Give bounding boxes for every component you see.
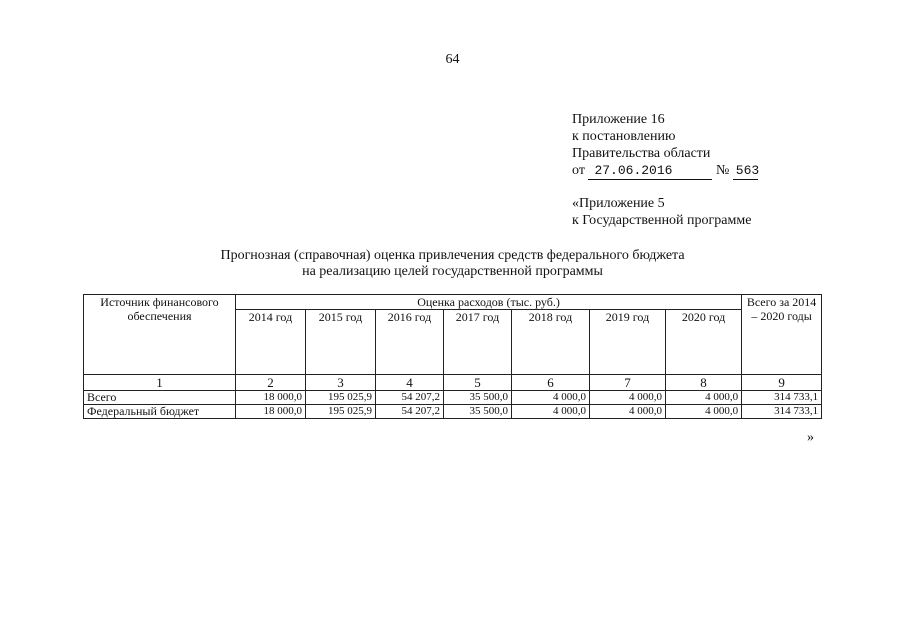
column-number: 6 <box>512 375 590 391</box>
table-cell: 314 733,1 <box>742 405 822 419</box>
table-cell: 4 000,0 <box>590 405 666 419</box>
document-title-line2: на реализацию целей государственной программы <box>302 264 603 279</box>
program-appendix-subtitle: к Государственной программе <box>572 213 752 228</box>
year-header: 2019 год <box>590 310 666 375</box>
estimate-header: Оценка расходов (тыс. руб.) <box>236 295 742 310</box>
appendix-block <box>572 111 758 180</box>
table-cell: 4 000,0 <box>512 405 590 419</box>
year-header: 2015 год <box>306 310 376 375</box>
from-label: от <box>572 163 585 178</box>
column-number: 1 <box>84 375 236 391</box>
resolution-number: 563 <box>733 162 758 180</box>
column-number: 4 <box>376 375 444 391</box>
year-header: 2016 год <box>376 310 444 375</box>
table-cell: 35 500,0 <box>444 405 512 419</box>
table-cell: 4 000,0 <box>666 391 742 405</box>
table-cell: 18 000,0 <box>236 391 306 405</box>
column-number: 5 <box>444 375 512 391</box>
appendix-title: Приложение 16 <box>572 112 665 127</box>
column-number: 9 <box>742 375 822 391</box>
table-cell: 35 500,0 <box>444 391 512 405</box>
table-cell: 54 207,2 <box>376 405 444 419</box>
year-header: 2020 год <box>666 310 742 375</box>
column-number: 7 <box>590 375 666 391</box>
year-header: 2017 год <box>444 310 512 375</box>
column-number-row <box>84 375 822 391</box>
document-title-line1: Прогнозная (справочная) оценка привлечения средств федерального бюджета <box>220 248 685 263</box>
closing-quote: » <box>807 430 814 445</box>
source-header: Источник финансового обеспечения <box>84 295 236 375</box>
table-cell: 195 025,9 <box>306 391 376 405</box>
program-appendix-title: «Приложение 5 <box>572 196 665 211</box>
page-number: 64 <box>445 52 460 67</box>
year-header: 2018 год <box>512 310 590 375</box>
column-number: 3 <box>306 375 376 391</box>
column-number: 8 <box>666 375 742 391</box>
resolution-date: 27.06.2016 <box>588 162 712 180</box>
column-number: 2 <box>236 375 306 391</box>
table-row-total <box>84 391 822 405</box>
appendix-date-line <box>572 162 758 180</box>
table-cell: 314 733,1 <box>742 391 822 405</box>
table-cell: 54 207,2 <box>376 391 444 405</box>
document-title <box>0 248 905 280</box>
table-header-row <box>84 295 822 310</box>
table-cell: 195 025,9 <box>306 405 376 419</box>
row-label: Федеральный бюджет <box>84 405 236 419</box>
total-header: Всего за 2014 – 2020 годы <box>742 295 822 375</box>
program-appendix-block <box>572 195 751 229</box>
budget-table <box>83 294 822 419</box>
table-row-federal <box>84 405 822 419</box>
table-cell: 4 000,0 <box>666 405 742 419</box>
year-header: 2014 год <box>236 310 306 375</box>
appendix-government-line: Правительства области <box>572 146 711 161</box>
table-cell: 4 000,0 <box>590 391 666 405</box>
appendix-resolution-line: к постановлению <box>572 129 676 144</box>
table-cell: 18 000,0 <box>236 405 306 419</box>
number-label: № <box>715 163 730 178</box>
table-cell: 4 000,0 <box>512 391 590 405</box>
row-label: Всего <box>84 391 236 405</box>
